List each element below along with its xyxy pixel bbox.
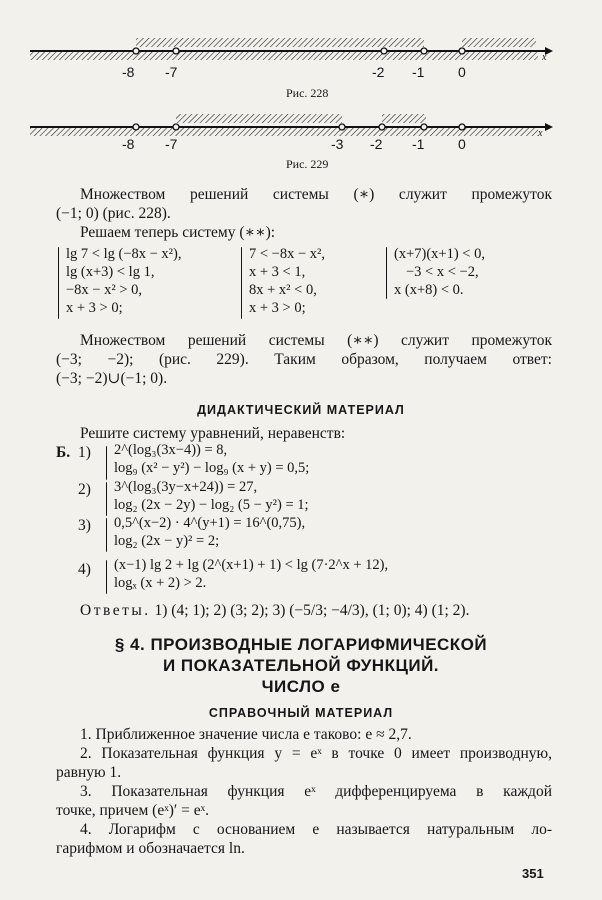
fig229-tick-m3: -3 [331,136,344,152]
fig229-point-m7 [173,124,179,130]
task4-num: 4) [78,561,91,578]
section-title-line1: § 4. ПРОИЗВОДНЫЕ ЛОГАРИФМИЧЕСКОЙ [114,635,488,654]
answers [80,601,469,620]
sys-a-line4: x + 3 > 0; [66,300,123,316]
sys-a-line1: lg 7 < lg (−8x − x²), [66,246,182,262]
page-number: 351 [522,866,544,881]
task1 [114,441,309,477]
reference-header: СПРАВОЧНЫЙ МАТЕРИАЛ [208,706,394,720]
task2-num: 2) [78,481,91,498]
task1-brace [106,446,107,480]
para1-line1: Множеством решений системы (∗) служит промежуток [80,186,552,203]
fig229-hatch-above [176,114,426,123]
task3-brace [106,518,107,552]
sys-b-brace [241,247,242,319]
ref-item-2: 2. Показательная функция y = eˣ в точке 0 имеет производную, [80,745,552,762]
ref-item-4: 4. Логарифм с основанием e называется натуральным ло- [80,821,552,838]
task3-line1: 0,5^(x−2) · 4^(y+1) = 16^(0,75), [114,515,306,531]
para2-line2: (−3; −2); (рис. 229). Таким образом, получаем ответ: [56,351,552,368]
fig228-number-line [30,38,553,60]
fig229-point-m8 [133,124,139,130]
ref-item-2b: равную 1. [56,764,122,781]
fig228-axis-label: x [542,52,547,63]
fig229-point-m1 [421,124,427,130]
didactic-header: ДИДАКТИЧЕСКИЙ МАТЕРИАЛ [197,403,405,417]
task1-line1: 2^(log₃(3x−4)) = 8, [114,442,228,458]
sys-b-line1: 7 < −8x − x², [249,246,326,262]
answers-text: 1) (4; 1); 2) (3; 2); 3) (−5/3; −4/3), (1; 0); 4) (1; 2). [154,602,470,619]
fig229-axis-label: x [538,128,543,139]
fig228-caption: Рис. 228 [286,86,329,100]
fig229-gap-above [342,114,382,123]
fig229-point-m2 [379,124,385,130]
fig228-point-m1 [421,48,427,54]
sys-a-line2: lg (x+3) < lg 1, [66,264,155,280]
answers-label: Ответы. [80,602,151,619]
task2-brace [106,482,107,516]
fig229-tick-m2: -2 [370,136,383,152]
fig228-tick-m7: -7 [165,64,178,80]
section-title-line3: ЧИСЛО e [261,677,341,696]
fig228-point-0 [459,48,465,54]
fig229-tick-m1: -1 [412,136,425,152]
sys-a-line3: −8x − x² > 0, [66,282,143,298]
para2-line3: (−3; −2)∪(−1; 0). [56,370,168,387]
fig229-point-0 [459,124,465,130]
sys-a-brace [58,247,59,319]
fig229-caption: Рис. 229 [286,157,329,171]
para2-line1: Множеством решений системы (∗∗) служит промежуток [80,332,552,349]
fig228-hatch-above [136,38,536,47]
sys-c-line1: (x+7)(x+1) < 0, [394,246,485,262]
sys-c-line3: x (x+8) < 0. [394,282,464,298]
fig229-tick-m7: -7 [165,136,178,152]
fig228-tick-m1: -1 [412,64,425,80]
sys-b-line3: 8x + x² < 0, [249,282,317,298]
sys-b [249,245,325,317]
section-letter: Б. [56,444,71,461]
solve-intro: Решаем теперь систему (∗∗): [80,224,276,241]
task3 [114,514,305,550]
fig228-point-m2 [381,48,387,54]
section-title-line2: И ПОКАЗАТЕЛЬНОЙ ФУНКЦИЙ. [162,656,440,675]
task2-line1: 3^(log₃(3y−x+24)) = 27, [114,479,258,495]
fig228-point-m8 [133,48,139,54]
sys-b-line2: x + 3 < 1, [249,264,306,280]
fig229-point-m3 [339,124,345,130]
fig229-tick-m8: -8 [122,136,135,152]
para1-line2: (−1; 0) (рис. 228). [56,205,171,222]
fig229-number-line [30,114,553,136]
ref-item-3b: точке, причем (eˣ)′ = eˣ. [56,802,209,819]
fig229-arrow [545,123,553,131]
fig228-tick-m8: -8 [122,64,135,80]
sys-c [394,245,485,299]
task2-line2: log₂ (2x − 2y) − log₂ (5 − y²) = 1; [114,497,309,513]
ref-item-4b: гарифмом и обозначается ln. [56,840,245,857]
task4-line2: logₓ (x + 2) > 2. [114,575,207,591]
task1-num: 1) [78,444,91,461]
fig229-tick-0: 0 [458,136,466,152]
fig228-gap-above [424,38,462,47]
task1-line2: log₉ (x² − y²) − log₉ (x + y) = 0,5; [114,460,310,476]
task4-brace [106,560,107,594]
ref-item-1: 1. Приближенное значение числа e таково: e ≈ 2,7. [80,726,412,743]
task-intro: Решите систему уравнений, неравенств: [80,425,346,442]
fig228-tick-m2: -2 [372,64,385,80]
task2 [114,478,309,514]
sys-b-line4: x + 3 > 0; [249,300,306,316]
sys-c-line2: −3 < x < −2, [406,264,479,280]
ref-item-3: 3. Показательная функция eˣ дифференцируема в каждой [80,783,552,800]
task4 [114,556,388,592]
task3-line2: log₂ (2x − y)² = 2; [114,533,220,549]
task3-num: 3) [78,517,91,534]
sys-c-brace [386,247,387,299]
fig228-point-m7 [173,48,179,54]
task4-line1: (x−1) lg 2 + lg (2^(x+1) + 1) < lg (7·2^x + 12), [114,557,389,573]
sys-a [66,245,181,317]
fig228-tick-0: 0 [458,64,466,80]
